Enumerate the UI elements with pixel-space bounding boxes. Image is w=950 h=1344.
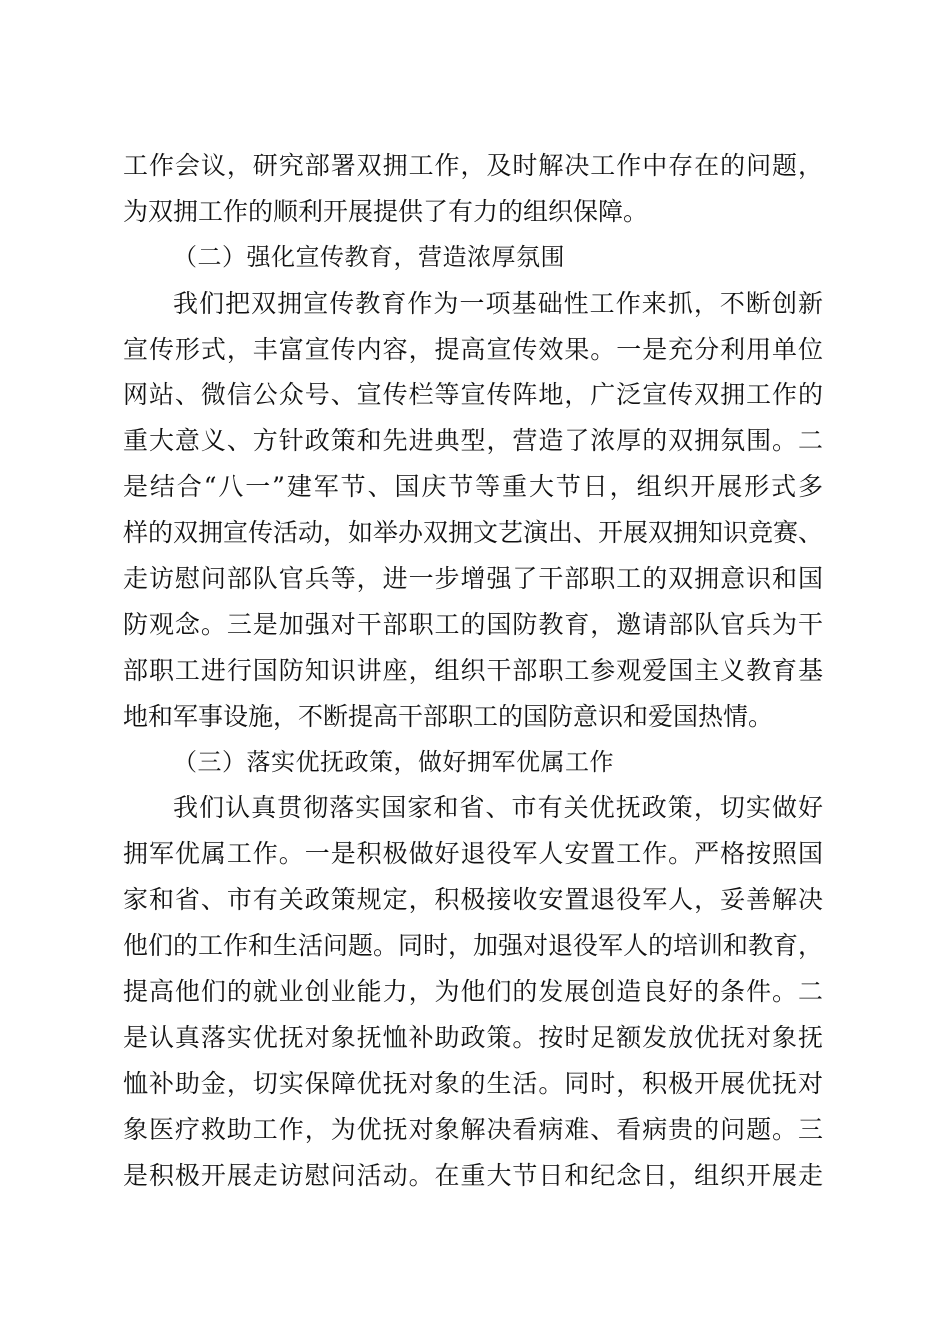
paragraph-line: 网站、微信公众号、宣传栏等宣传阵地，广泛宣传双拥工作的 xyxy=(123,380,823,410)
paragraph-line: 是结合“八一”建军节、国庆节等重大节日，组织开展形式多 xyxy=(123,472,823,502)
paragraph-1 xyxy=(123,143,823,235)
paragraph-line: 地和军事设施，不断提高干部职工的国防意识和爱国热情。 xyxy=(123,701,774,731)
paragraph-line: 他们的工作和生活问题。同时，加强对退役军人的培训和教育， xyxy=(123,931,824,961)
paragraph-line: 工作会议，研究部署双拥工作，及时解决工作中存在的问题， xyxy=(123,151,823,180)
paragraph-line: 家和省、市有关政策规定，积极接收安置退役军人，妥善解决 xyxy=(123,885,823,915)
paragraph-line: 提高他们的就业创业能力，为他们的发展创造良好的条件。二 xyxy=(123,977,823,1007)
paragraph-line: 我们把双拥宣传教育作为一项基础性工作来抓，不断创新 xyxy=(173,288,823,318)
paragraph-line: 宣传形式，丰富宣传内容，提高宣传效果。一是充分利用单位 xyxy=(123,334,823,364)
paragraph-line: 是认真落实优抚对象抚恤补助政策。按时足额发放优抚对象抚 xyxy=(123,1022,823,1052)
paragraph-line: 象医疗救助工作，为优抚对象解决看病难、看病贵的问题。三 xyxy=(123,1114,823,1144)
document-body xyxy=(123,143,823,1198)
paragraph-line: 恤补助金，切实保障优抚对象的生活。同时，积极开展优抚对 xyxy=(123,1068,823,1098)
section-heading-2: （二）强化宣传教育，营造浓厚氛围 xyxy=(173,242,565,271)
paragraph-line: 样的双拥宣传活动，如举办双拥文艺演出、开展双拥知识竞赛、 xyxy=(123,518,824,548)
paragraph-3 xyxy=(123,785,823,1198)
section-heading-3: （三）落实优抚政策，做好拥军优属工作 xyxy=(173,747,614,776)
paragraph-line: 为双拥工作的顺利开展提供了有力的组织保障。 xyxy=(123,196,649,226)
paragraph-line: 部职工进行国防知识讲座，组织干部职工参观爱国主义教育基 xyxy=(123,655,823,685)
paragraph-line: 我们认真贯彻落实国家和省、市有关优抚政策，切实做好 xyxy=(173,793,823,823)
paragraph-line: 是积极开展走访慰问活动。在重大节日和纪念日，组织开展走 xyxy=(123,1160,823,1190)
paragraph-2 xyxy=(123,281,823,740)
paragraph-line: 防观念。三是加强对干部职工的国防教育，邀请部队官兵为干 xyxy=(123,609,823,639)
paragraph-line: 走访慰问部队官兵等，进一步增强了干部职工的双拥意识和国 xyxy=(123,564,823,594)
paragraph-line: 拥军优属工作。一是积极做好退役军人安置工作。严格按照国 xyxy=(123,839,823,869)
paragraph-line: 重大意义、方针政策和先进典型，营造了浓厚的双拥氛围。二 xyxy=(123,426,823,456)
